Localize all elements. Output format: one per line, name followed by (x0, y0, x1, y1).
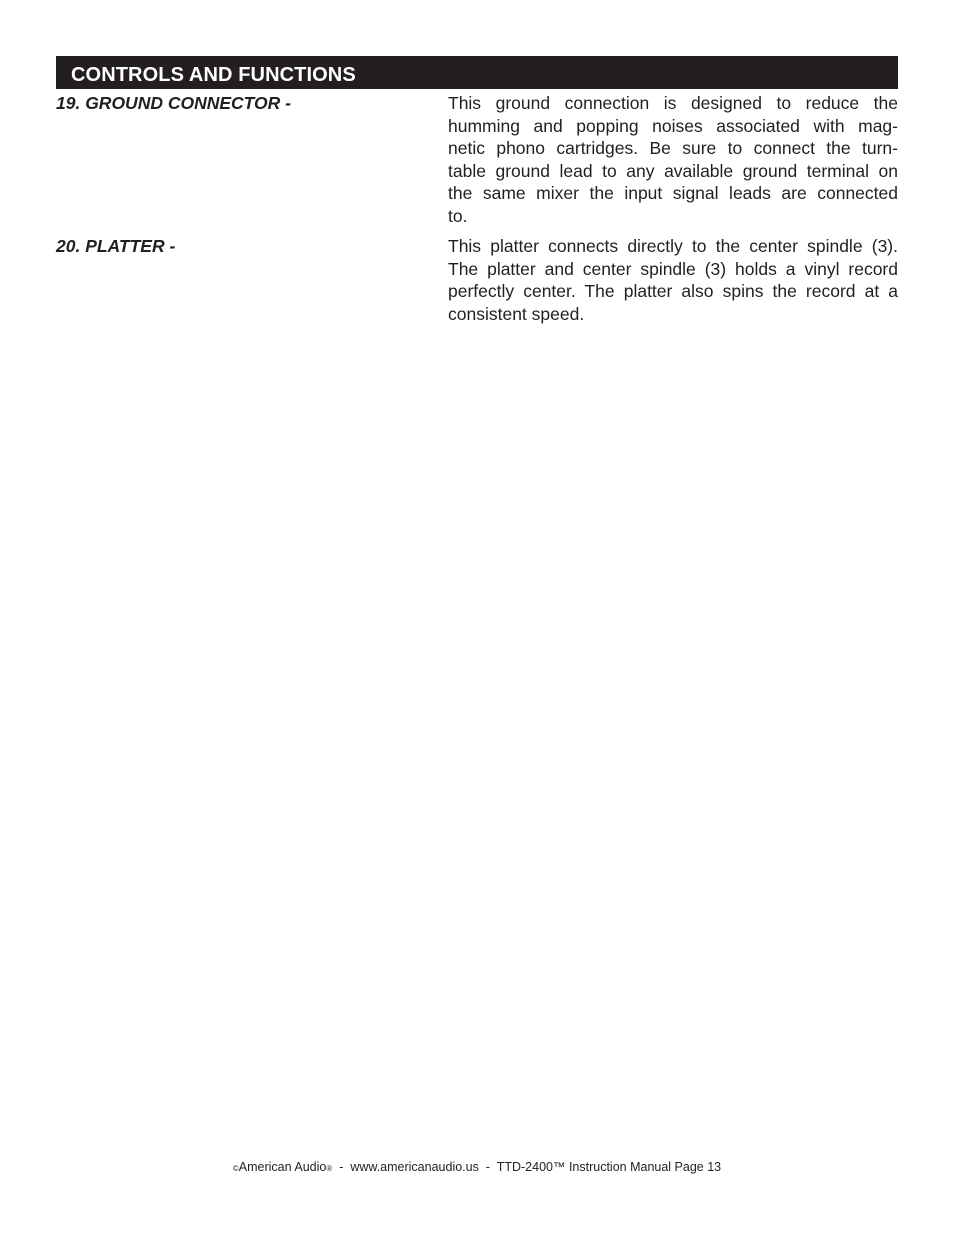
footer-separator: - (478, 1160, 497, 1174)
footer-separator: - (332, 1160, 351, 1174)
platter-label: 20. PLATTER - (56, 236, 176, 256)
footer-website: www.americanaudio.us (350, 1160, 479, 1174)
ground-connector-description (448, 92, 898, 228)
section-title: CONTROLS AND FUNCTIONS (71, 64, 356, 86)
description-line: netic phono cartridges. Be sure to connect the turn- (448, 138, 898, 159)
description-line: table ground lead to any available ground terminal on (448, 160, 898, 181)
description-line: humming and popping noises associated with mag- (448, 115, 898, 136)
platter-description (448, 235, 898, 325)
footer-brand: American Audio (238, 1160, 327, 1174)
description-line: to. (448, 205, 468, 226)
description-line: The platter and center spindle (3) holds a vinyl record (448, 258, 898, 279)
description-line: the same mixer the input signal leads are connected (448, 183, 898, 204)
section-header (56, 56, 898, 89)
footer-manual-page: TTD-2400™ Instruction Manual Page 13 (496, 1160, 722, 1174)
page-footer (0, 1160, 954, 1174)
ground-connector-label: 19. GROUND CONNECTOR - (56, 93, 291, 113)
registered-symbol: ® (326, 1164, 333, 1173)
copyright-symbol: © (232, 1164, 239, 1173)
description-line: This ground connection is designed to reduce the (448, 93, 898, 113)
description-line: perfectly center. The platter also spins the record at a (448, 281, 898, 302)
description-line: This platter connects directly to the center spindle (3). (448, 236, 898, 256)
description-line: consistent speed. (448, 303, 585, 324)
